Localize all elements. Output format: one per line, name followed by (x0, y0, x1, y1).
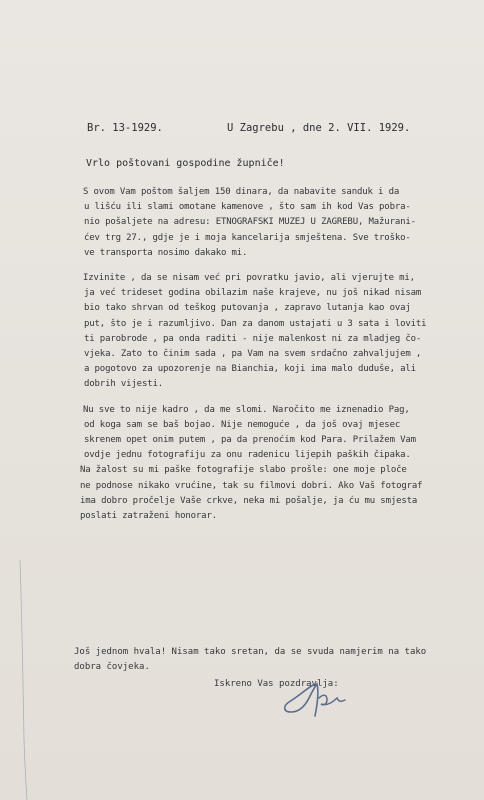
body-line: ovdje jednu fotografiju za onu radenicu lijepih paških čipaka. (84, 450, 411, 461)
body-line: Na žalost su mi paške fotografije slabo prošle: one moje ploče (80, 465, 407, 476)
letter-closing (74, 645, 474, 689)
reference-number: Br. 13-1929. (87, 122, 163, 134)
body-line: bio tako shrvan od teškog putovanja , zapravo lutanja kao ovaj (84, 303, 411, 314)
body-line: put, što je i razumljivo. Dan za danom ustajati u 3 sata i loviti (84, 318, 427, 329)
salutation: Vrlo poštovani gospodine župniče! (86, 158, 285, 169)
place-and-date: U Zagrebu , dne 2. VII. 1929. (227, 122, 411, 134)
closing-line: Još jednom hvala! Nisam tako sretan, da se svuda namjerim na tako (74, 647, 427, 657)
body-line: od koga sam se baš bojao. Nije nemoguće , da još ovaj mjesec (84, 419, 401, 430)
body-line: ćev trg 27., gdje je i moja kancelarija smještena. Sve troško- (84, 232, 411, 243)
body-line: a pogotovo za upozorenje na Bianchia, koji ima malo duduše, ali (84, 364, 416, 375)
body-line: ti parobrode , pa onda raditi - nije malenkost ni za mladjeg čo- (84, 333, 422, 344)
closing-line: dobra čovjeka. (74, 662, 150, 673)
body-line: poslati zatraženi honorar. (80, 511, 217, 522)
body-line: Izvinite , da se nisam već pri povratku javio, ali vjerujte mi, (83, 273, 415, 284)
paragraph-1 (78, 185, 468, 261)
letter-body (78, 185, 468, 534)
body-line: ne podnose nikako vrućine, tak su filmovi dobri. Ako Vaš fotograf (80, 480, 423, 491)
body-line: ja već trideset godina obilazim naše krajeve, nu još nikad nisam (84, 288, 422, 299)
closing-greeting: Iskreno Vas pozdravlja: (214, 679, 339, 689)
body-line: u lišću ili slami omotane kamenove , što sam ih kod Vas pobra- (84, 202, 411, 213)
paragraph-3 (78, 403, 468, 525)
paragraph-2 (78, 271, 468, 393)
handwritten-signature (275, 672, 365, 722)
body-line: vjeka. Zato to činim sada , pa Vam na svem srdačno zahvaljujem , (84, 349, 422, 360)
letter-header (87, 122, 417, 134)
body-line: S ovom Vam poštom šaljem 150 dinara, da nabavite sanduk i da (83, 187, 400, 197)
body-line: nio pošaljete na adresu: ETNOGRAFSKI MUZEJ U ZAGREBU, Mažurani- (84, 217, 416, 228)
body-line: dobrih vijesti. (84, 379, 164, 390)
margin-pencil-mark (18, 560, 28, 800)
body-line: skrenem opet onim putem , pa da prenoćim kod Para. Prilažem Vam (84, 435, 416, 446)
body-line: ve transporta nosimo dakako mi. (84, 247, 248, 258)
body-line: ima dobro pročelje Vaše crkve, neka mi pošalje, ja ću mu smjesta (80, 495, 418, 506)
body-line: Nu sve to nije kadro , da me slomi. Naročito me iznenadio Pag, (83, 404, 410, 415)
